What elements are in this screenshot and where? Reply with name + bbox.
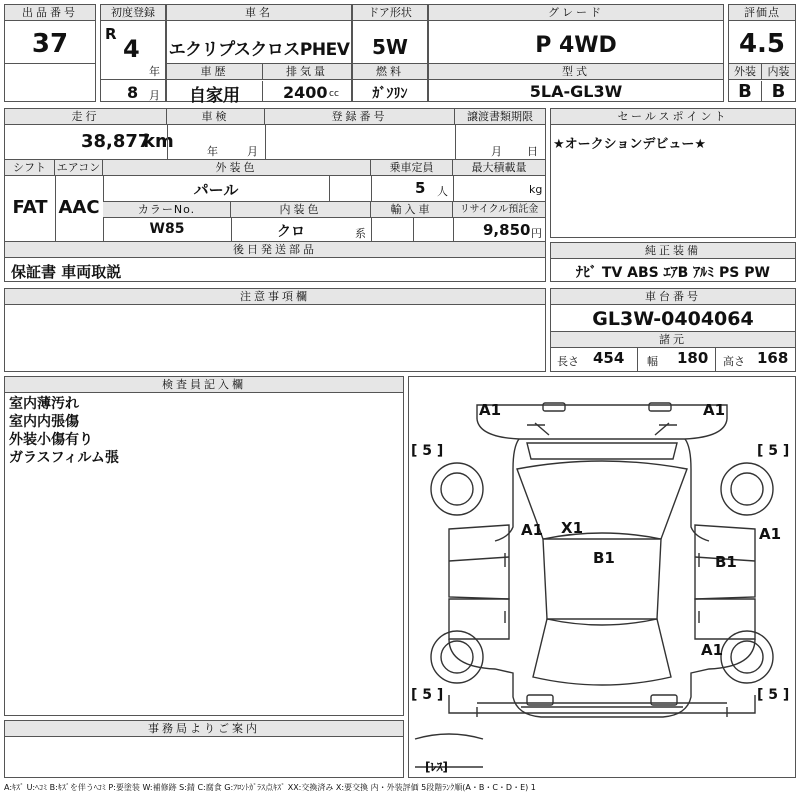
inspector-label: 検査員記入欄 (5, 377, 403, 393)
inspector-note: 外装小傷有り (9, 432, 93, 448)
fuel-label: 燃料 (353, 64, 427, 80)
car-name: エクリプスクロスPHEV (168, 40, 350, 60)
era: R (105, 25, 117, 43)
capacity-unit: 人 (437, 185, 448, 198)
sales-text: ★オークションデビュー★ (553, 137, 707, 152)
load-label: 最大積載量 (453, 160, 545, 176)
lot-box (4, 4, 96, 102)
transfer-label: 譲渡書類期限 (455, 109, 545, 125)
tire-tread: [ 5 ] (411, 443, 444, 459)
colorno-label: カラーNo. (103, 202, 231, 218)
details-box (4, 108, 546, 282)
height-label: 高さ (723, 355, 745, 368)
tire-tread: [ 5 ] (411, 687, 444, 703)
office-box (4, 720, 404, 778)
damage-mark: A1 (701, 641, 724, 659)
inspector-note: 室内薄汚れ (9, 396, 79, 412)
notes-box (4, 288, 546, 372)
tire-tread: [ 5 ] (757, 443, 790, 459)
capacity-label: 乗車定員 (371, 160, 453, 176)
chassis-box (550, 288, 796, 372)
model-code: 5LA-GL3W (529, 82, 623, 101)
door-label: ドア形状 (353, 5, 427, 21)
shift: FAT (12, 197, 48, 218)
model-label: 型式 (429, 64, 723, 80)
inspector-note: ガラスフィルム張 (9, 450, 119, 466)
history-label: 車歴 (167, 64, 263, 80)
import-label: 輸入車 (371, 202, 453, 218)
divider (455, 125, 456, 159)
name-label: 車名 (167, 5, 351, 21)
capacity: 5 (415, 179, 426, 197)
interior-color: クロ (277, 224, 305, 240)
grade: P 4WD (535, 33, 617, 58)
divider (101, 79, 165, 80)
recycle-fee: 9,850 (483, 221, 531, 239)
color-label: 外装色 (103, 160, 371, 176)
transfer-day-unit: 日 (527, 145, 538, 158)
insp-year-unit: 年 (207, 145, 218, 158)
history: 自家用 (167, 81, 263, 101)
damage-mark: A1 (521, 521, 544, 539)
door-type: 5W (372, 35, 408, 59)
interior-unit: 系 (355, 227, 366, 240)
mileage-label: 走行 (5, 109, 167, 125)
fuel: ｶﾞｿﾘﾝ (372, 86, 408, 102)
score-label: 評価点 (729, 5, 795, 21)
ext-grade: B (729, 81, 762, 101)
plate-label: 登録番号 (265, 109, 455, 125)
divider (5, 63, 95, 64)
sales-label: セールスポイント (551, 109, 795, 125)
inspection-label: 車検 (167, 109, 265, 125)
car-diagram (409, 377, 795, 777)
divider (715, 347, 716, 371)
tire-tread: [ 5 ] (757, 687, 790, 703)
width-label: 幅 (647, 355, 658, 368)
grade-box (428, 4, 724, 102)
exterior-color: パール (193, 181, 239, 199)
reg-year: 4 (123, 35, 140, 63)
month-unit: 月 (149, 89, 160, 102)
divider (265, 125, 266, 159)
chassis-number: GL3W-0404064 (592, 308, 754, 330)
length-label: 長さ (557, 355, 579, 368)
mileage: 38,877 (81, 131, 151, 152)
color-number: W85 (149, 221, 185, 237)
notes-label: 注意事項欄 (5, 289, 545, 305)
lot-number: 37 (31, 29, 69, 59)
height: 168 (757, 349, 789, 367)
grade-label: グレード (429, 5, 723, 21)
mileage-unit: km (143, 131, 174, 152)
office-label: 事務局よりご案内 (5, 721, 403, 737)
after-label: 後日発送部品 (5, 242, 545, 258)
inspector-note: 室内内張傷 (9, 414, 79, 430)
door-box (352, 4, 428, 102)
ext-label: 外装 (729, 64, 762, 80)
width: 180 (677, 349, 709, 367)
spare-tire: [ﾚｽ] (425, 760, 448, 774)
car-name-box (166, 4, 352, 106)
aircon: AAC (58, 197, 100, 218)
shift-label: シフト (5, 160, 55, 176)
recycle-label: リサイクル預託金 (453, 202, 545, 218)
damage-mark: A1 (703, 401, 726, 419)
ac-label: エアコン (55, 160, 103, 176)
load-unit: kg (529, 183, 543, 196)
insp-month-unit: 月 (247, 145, 258, 158)
equipment-text: ﾅﾋﾞ TV ABS ｴｱB ｱﾙﾐ PS PW (576, 265, 770, 281)
damage-mark: B1 (715, 553, 737, 571)
inspector-box (4, 376, 404, 716)
int-grade: B (771, 81, 786, 102)
equipment-box (550, 242, 796, 282)
int-label: 内装 (762, 64, 795, 80)
divider (167, 125, 168, 159)
divider (329, 175, 330, 201)
transfer-month-unit: 月 (491, 145, 502, 158)
reg-label: 初度登録 (101, 5, 165, 21)
displacement: 2400 (283, 83, 328, 102)
score-box (728, 4, 796, 102)
diagram-box (408, 376, 796, 778)
divider (413, 217, 414, 241)
divider (55, 175, 56, 241)
chassis-label: 車台番号 (551, 289, 795, 305)
registration-box (100, 4, 166, 102)
damage-mark: A1 (759, 525, 782, 543)
sales-box (550, 108, 796, 238)
year-unit: 年 (149, 65, 160, 78)
after-parts: 保証書 車両取説 (11, 263, 122, 281)
score: 4.5 (738, 29, 786, 59)
disp-label: 排気量 (263, 64, 351, 80)
disp-unit: cc (329, 89, 339, 99)
length: 454 (593, 349, 625, 367)
dims-label: 諸元 (551, 331, 795, 348)
lot-label: 出品番号 (5, 5, 95, 21)
damage-mark: A1 (479, 401, 502, 419)
legend: A:ｷｽﾞ U:ﾍｺﾐ B:ｷｽﾞを伴うﾍｺﾐ P:要塗装 W:補修跡 S:錆 C:腐食 G:ﾌﾛﾝﾄｶﾞﾗｽ点ｷｽﾞ XX:交換済み X:要交換 内・外装評価 5段階ﾗﾝｸ順(A・B・C・D・E) 1 (4, 783, 536, 792)
equipment-label: 純正装備 (551, 243, 795, 259)
damage-mark: X1 (561, 519, 584, 537)
recycle-unit: 円 (531, 227, 542, 240)
interior-label: 内装色 (231, 202, 371, 218)
divider (637, 347, 638, 371)
damage-mark: B1 (593, 549, 615, 567)
reg-month: 8 (127, 83, 139, 102)
